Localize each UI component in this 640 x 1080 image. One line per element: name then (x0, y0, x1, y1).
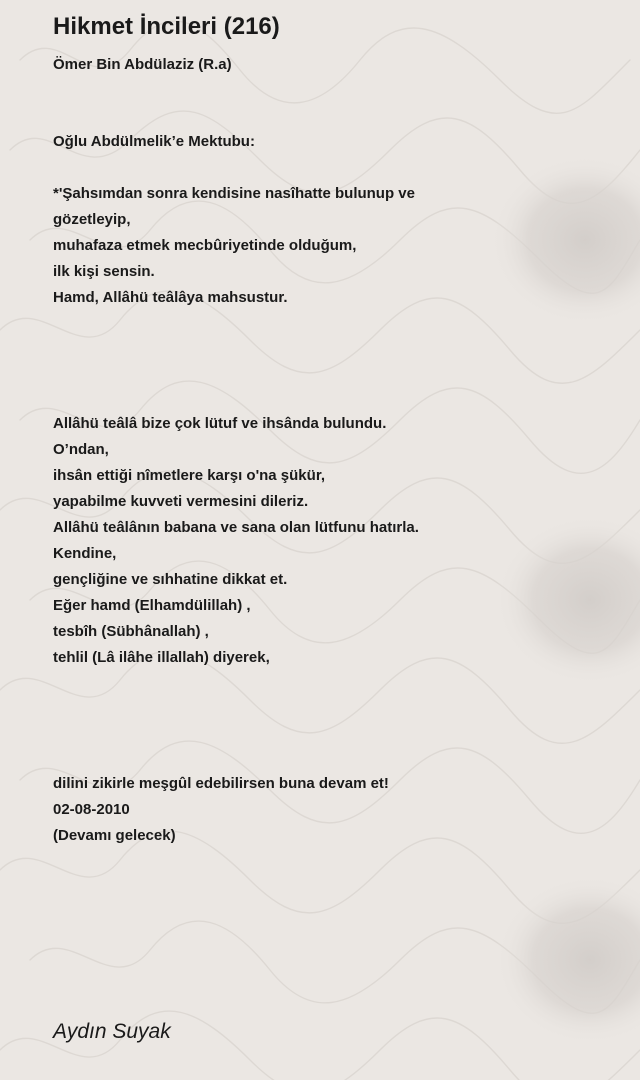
poem-subtitle: Ömer Bin Abdülaziz (R.a) (53, 56, 232, 73)
poem-line: ihsân ettiği nîmetlere karşı o'na şükür, (53, 467, 325, 484)
poem-line: Kendine, (53, 545, 117, 562)
poem-date: 02-08-2010 (53, 801, 130, 818)
poem-line: yapabilme kuvveti vermesini dileriz. (53, 493, 309, 510)
poem-line: tehlil (Lâ ilâhe illallah) diyerek, (53, 649, 270, 666)
poem-line: gençliğine ve sıhhatine dikkat et. (53, 571, 288, 588)
poem-line: Oğlu Abdülmelik’e Mektubu: (53, 133, 255, 150)
poem-line: Hamd, Allâhü teâlâya mahsustur. (53, 289, 288, 306)
poem-line: Allâhü teâlâ bize çok lütuf ve ihsânda bulundu. (53, 415, 387, 432)
poem-line: O’ndan, (53, 441, 109, 458)
poem-line: (Devamı gelecek) (53, 827, 176, 844)
poem-line: tesbîh (Sübhânallah) , (53, 623, 209, 640)
poem-line: gözetleyip, (53, 211, 131, 228)
poem-line: Allâhü teâlânın babana ve sana olan lütfunu hatırla. (53, 519, 419, 536)
poem-line: muhafaza etmek mecbûriyetinde olduğum, (53, 237, 357, 254)
poem-line: Eğer hamd (Elhamdülillah) , (53, 597, 251, 614)
poem-line: *'Şahsımdan sonra kendisine nasîhatte bulunup ve (53, 185, 415, 202)
poem-line: dilini zikirle meşgûl edebilirsen buna devam et! (53, 775, 389, 792)
author-signature: Aydın Suyak (53, 1020, 171, 1043)
poem-title: Hikmet İncileri (216) (53, 13, 280, 40)
poem-line: ilk kişi sensin. (53, 263, 155, 280)
